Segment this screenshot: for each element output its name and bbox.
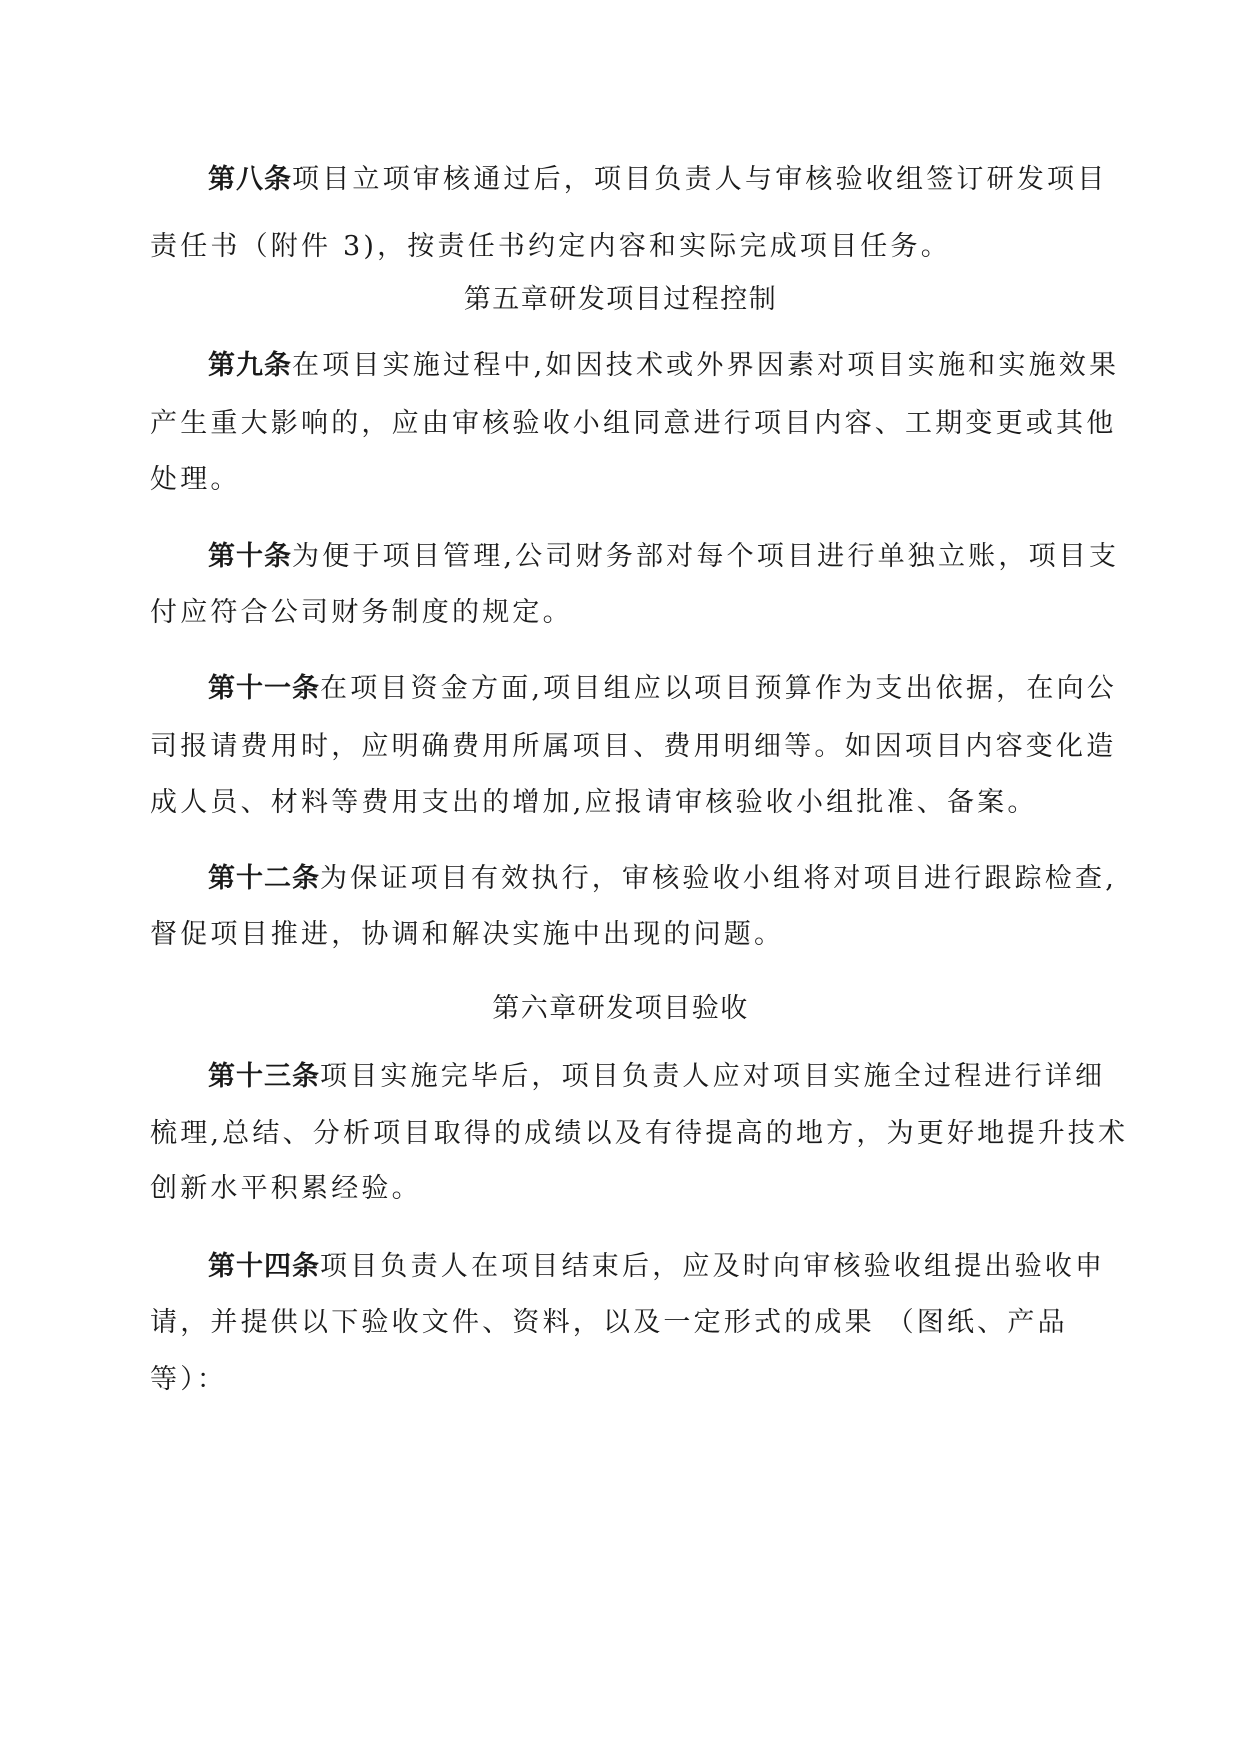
article-13-line-1: 第十三条项目实施完毕后，项目负责人应对项目实施全过程进行详细 [208,1061,1106,1092]
article-12-label: 第十二条 [208,863,320,894]
article-9-label: 第九条 [208,350,292,381]
article-11-label: 第十一条 [208,673,320,704]
article-10-line-1: 第十条为便于项目管理,公司财务部对每个项目进行单独立账，项目支 [208,541,1120,572]
article-10-label: 第十条 [208,541,292,572]
article-11-line-3: 成人员、材料等费用支出的增加,应报请审核验收小组批准、备案。 [150,787,1038,818]
article-14-line-3: 等）： [150,1364,228,1395]
article-8-line-2: 责任书（附件 3)，按责任书约定内容和实际完成项目任务。 [150,231,951,262]
article-14-label: 第十四条 [208,1251,320,1282]
chapter-5-heading: 第五章研发项目过程控制 [463,284,778,315]
article-9-line-2: 产生重大影响的，应由审核验收小组同意进行项目内容、工期变更或其他 [150,408,1117,439]
article-14-line-2: 请，并提供以下验收文件、资料，以及一定形式的成果 （图纸、产品 [150,1307,1068,1338]
article-12-line-2: 督促项目推进，协调和解决实施中出现的问题。 [150,919,785,950]
article-11-line-1: 第十一条在项目资金方面,项目组应以项目预算作为支出依据，在向公 [208,673,1117,704]
article-9-line-3: 处理。 [150,464,241,495]
article-14-line-1: 第十四条项目负责人在项目结束后，应及时向审核验收组提出验收申 [208,1251,1106,1282]
article-8-line-1: 第八条项目立项审核通过后，项目负责人与审核验收组签订研发项目 [208,164,1108,195]
article-13-line-2: 梳理,总结、分析项目取得的成绩以及有待提高的地方，为更好地提升技术 [150,1118,1129,1149]
article-13-label: 第十三条 [208,1061,320,1092]
article-13-line-3: 创新水平积累经验。 [150,1173,422,1204]
article-11-line-2: 司报请费用时，应明确费用所属项目、费用明细等。如因项目内容变化造 [150,731,1117,762]
article-8-label: 第八条 [208,164,292,195]
article-10-line-2: 付应符合公司财务制度的规定。 [150,597,573,628]
chapter-6-heading: 第六章研发项目验收 [492,993,749,1024]
article-12-line-1: 第十二条为保证项目有效执行，审核验收小组将对项目进行跟踪检查, [208,863,1117,894]
article-9-line-1: 第九条在项目实施过程中,如因技术或外界因素对项目实施和实施效果 [208,350,1120,381]
